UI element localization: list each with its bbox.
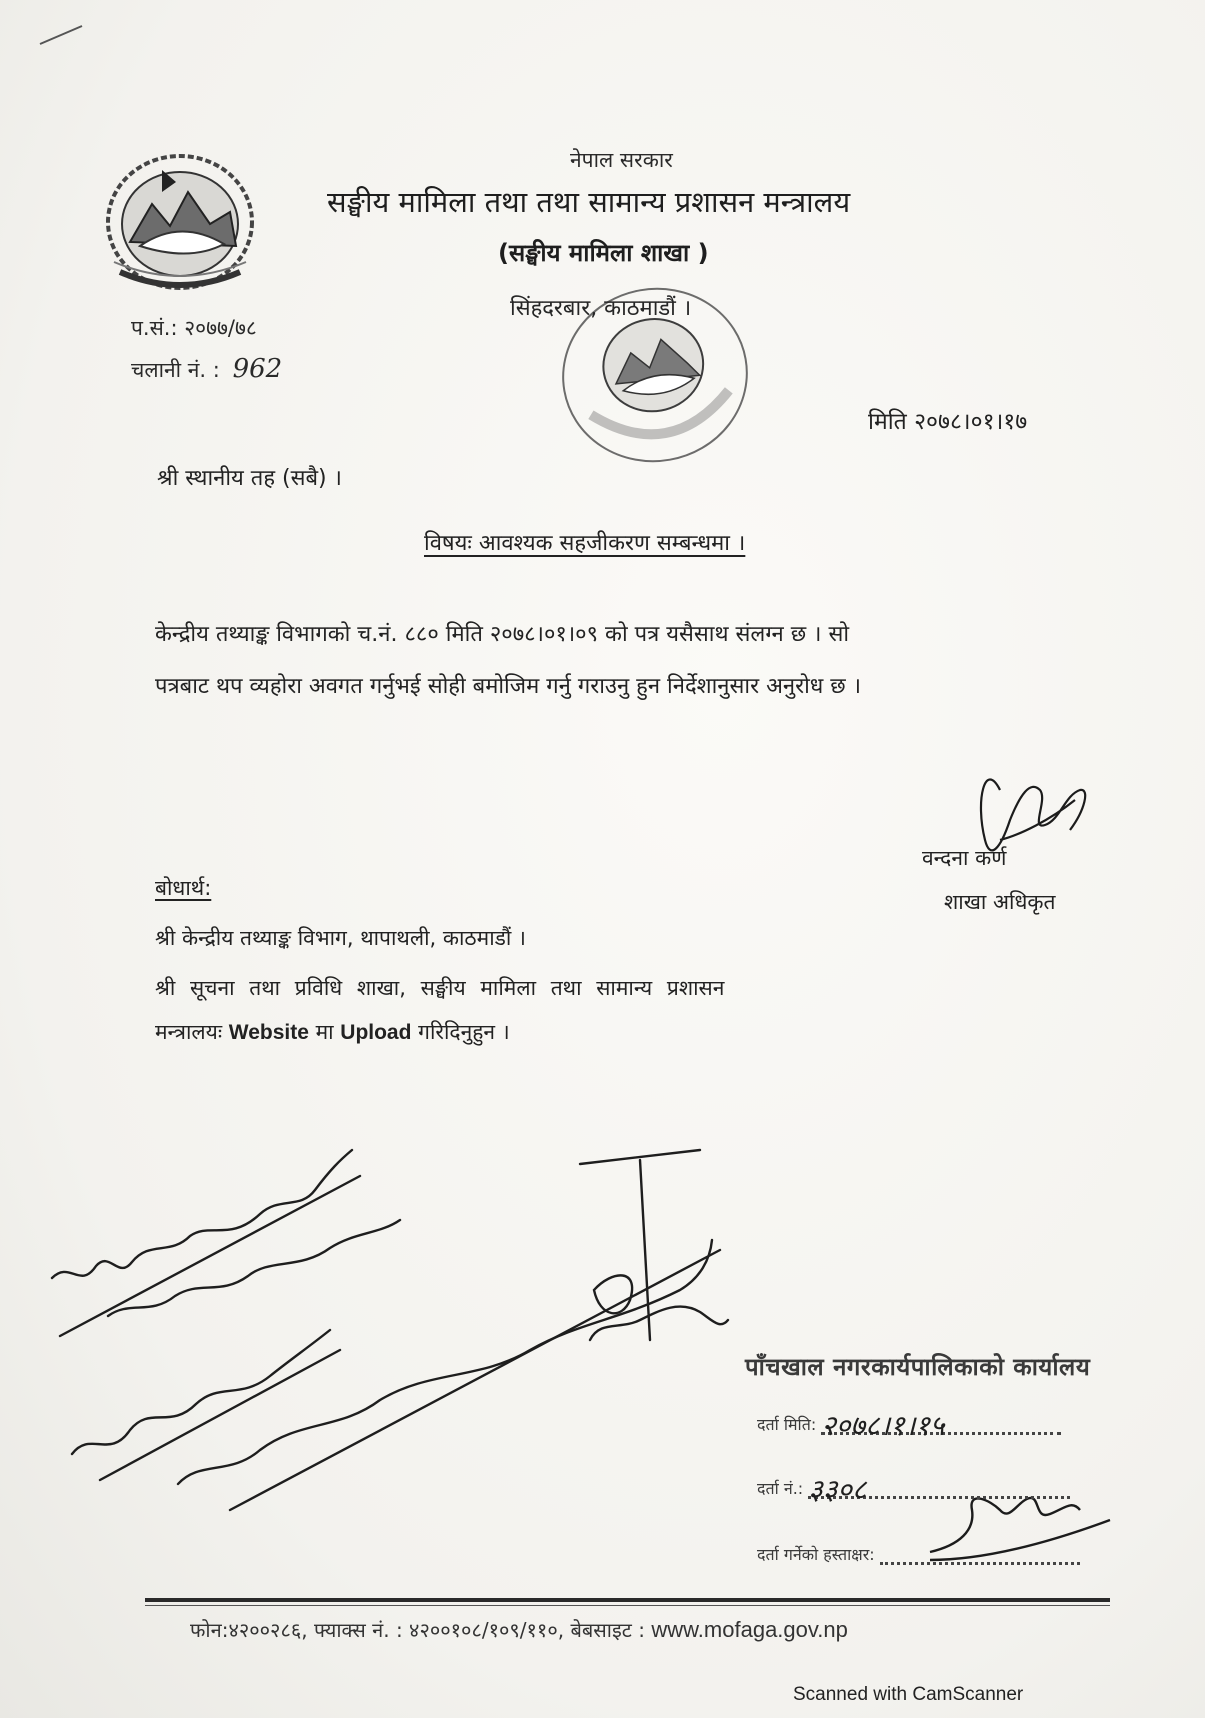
subject-line: विषयः आवश्यक सहजीकरण सम्बन्धमा । [424, 531, 746, 556]
scan-mark [40, 26, 82, 44]
cc-line-3-e: गरिदिनुहुन । [418, 1020, 510, 1044]
letter-reference: प.सं.: २०७७/७८ [131, 316, 257, 340]
received-sign-label: दर्ता गर्नेको हस्ताक्षर: [757, 1545, 875, 1564]
received-date-row [757, 1409, 1061, 1442]
official-signature-icon [981, 780, 1085, 851]
chalani-number [131, 354, 282, 384]
cc-line-3-website: Website [228, 1021, 309, 1044]
ministry-name: सङ्घीय मामिला तथा तथा सामान्य प्रशासन मन्त्रालय [327, 185, 851, 219]
chalani-value: 962 [232, 354, 283, 384]
signatory-name: वन्दना कर्ण [922, 846, 1007, 870]
received-number-row [757, 1473, 1070, 1506]
received-stamp-office: पाँचखाल नगरकार्यपालिकाको कार्यालय [745, 1353, 1091, 1381]
received-date-value: २०७८।१।१५ [821, 1409, 945, 1442]
signatory-title: शाखा अधिकृत [944, 890, 1056, 914]
branch-name: (सङ्घीय मामिला शाखा ) [498, 239, 709, 267]
received-sign-field [880, 1540, 1080, 1565]
footer-website: www.mofaga.gov.np [651, 1617, 848, 1642]
camscanner-watermark: Scanned with CamScanner [793, 1684, 1024, 1705]
received-number-label: दर्ता नं.: [757, 1479, 804, 1498]
letter-date: मिति २०७८।०१।१७ [868, 409, 1028, 435]
footer-contact [190, 1616, 848, 1643]
received-number-value: ३३०८ [808, 1473, 867, 1506]
footer-rule [145, 1598, 1110, 1602]
body-line-2: पत्रबाट थप व्यहोरा अवगत गर्नुभई सोही बमोजिम गर्नु गराउनु हुन निर्देशानुसार अनुरोध छ । [155, 674, 862, 699]
chalani-label: चलानी नं. : [131, 358, 220, 382]
cc-line-3-a: मन्त्रालयः [155, 1020, 223, 1044]
cc-line-3-upload: Upload [340, 1021, 412, 1044]
cc-line-1: श्री केन्द्रीय तथ्याङ्क विभाग, थापाथली, काठमाडौं । [155, 926, 526, 950]
footer-rule-thin [145, 1605, 1110, 1606]
handwritten-annotation-icon [52, 1150, 728, 1510]
footer-contact-text: फोन:४२००२८६, फ्याक्स नं. : ४२००१०८/१०९/११०, बेबसाइट : [190, 1618, 645, 1642]
cc-line-3 [155, 1018, 510, 1046]
government-name: नेपाल सरकार [570, 148, 673, 172]
received-date-field [821, 1409, 1061, 1442]
received-sign-row [757, 1540, 1080, 1565]
cc-line-3-ma: मा [315, 1020, 334, 1044]
body-line-1: केन्द्रीय तथ्याङ्क विभागको च.नं. ८८० मिति २०७८।०१।०९ को पत्र यसैसाथ संलग्न छ । सो [155, 622, 850, 647]
office-address: सिंहदरबार, काठमाडौं । [510, 296, 692, 321]
recipient: श्री स्थानीय तह (सबै) । [157, 466, 342, 491]
cc-line-2: श्री सूचना तथा प्रविधि शाखा, सङ्घीय मामिला तथा सामान्य प्रशासन [155, 976, 725, 1000]
cc-heading: बोधार्थ: [155, 876, 212, 900]
received-number-field [808, 1473, 1070, 1506]
nepal-emblem-icon [108, 156, 252, 288]
received-date-label: दर्ता मिति: [757, 1415, 817, 1434]
